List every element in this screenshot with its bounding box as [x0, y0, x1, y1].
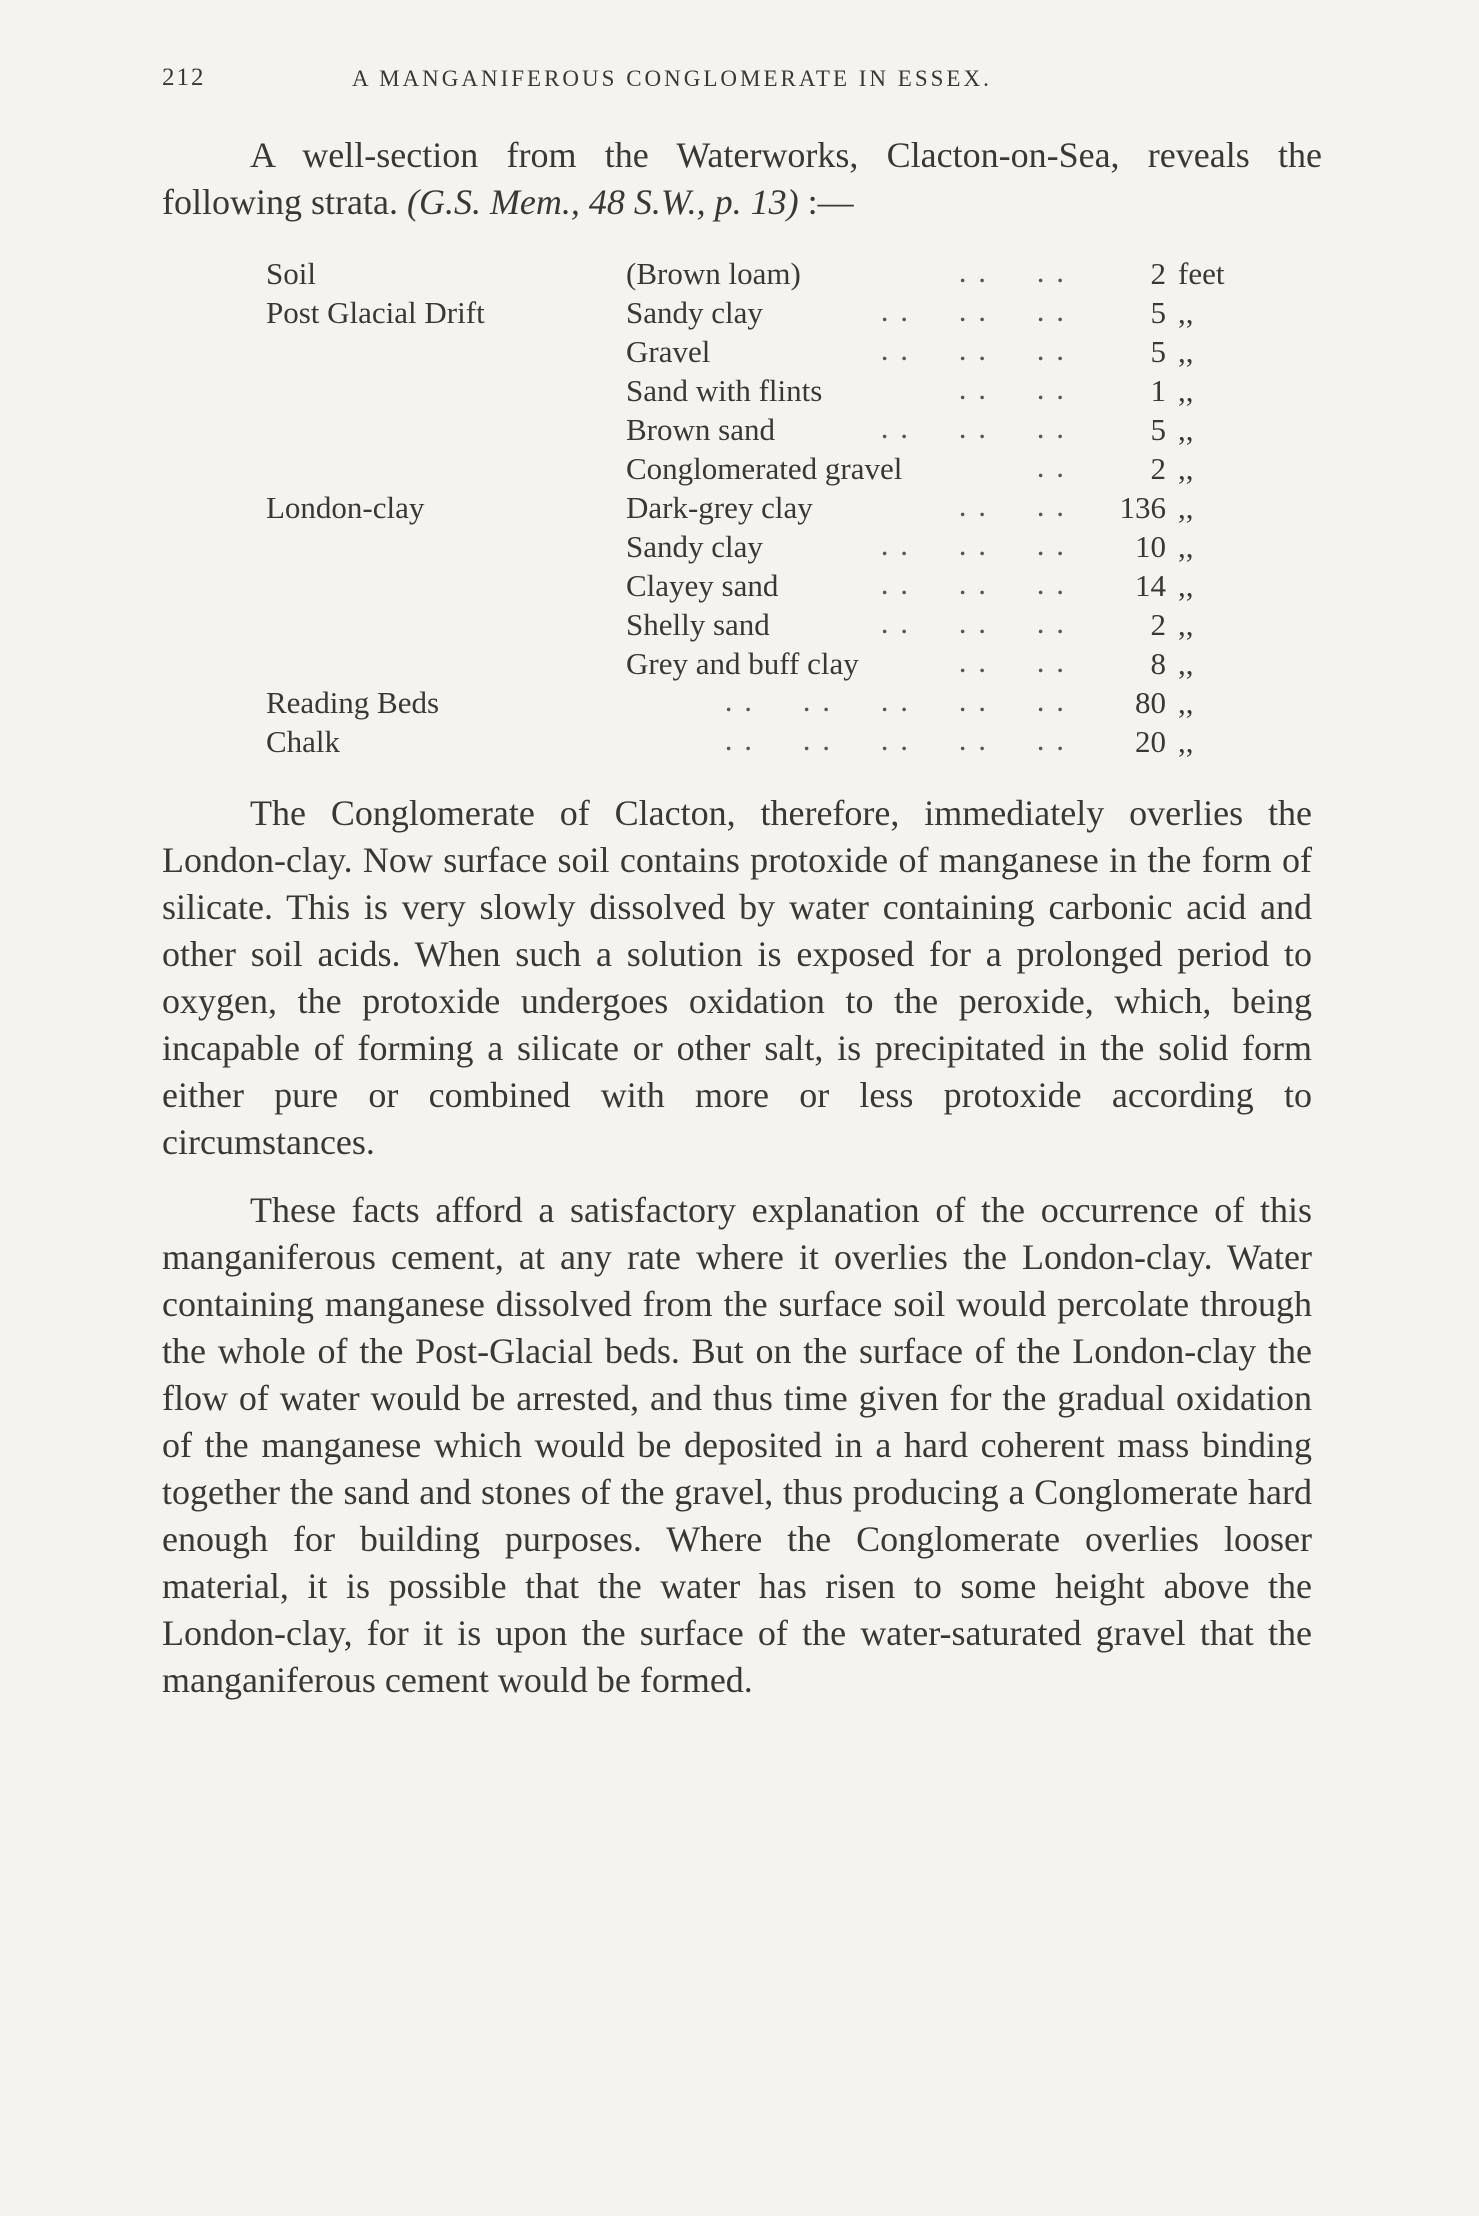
strata-thickness: 5 — [1150, 295, 1166, 330]
strata-table — [266, 256, 1266, 763]
dot-leader: . . . . — [958, 254, 1066, 289]
strata-row — [266, 646, 1266, 685]
strata-unit: ,, — [1178, 607, 1194, 642]
strata-bed: Clayey sand — [626, 568, 779, 603]
strata-unit: feet — [1178, 256, 1225, 291]
strata-bed: Sandy clay — [626, 295, 763, 330]
strata-row — [266, 607, 1266, 646]
running-header — [162, 64, 1312, 104]
strata-row — [266, 334, 1266, 373]
strata-unit: ,, — [1178, 295, 1194, 330]
strata-row — [266, 373, 1266, 412]
strata-thickness: 80 — [1135, 685, 1166, 720]
strata-group: Reading Beds — [266, 685, 440, 720]
strata-unit: ,, — [1178, 412, 1194, 447]
strata-thickness: 8 — [1150, 646, 1166, 681]
strata-group: Chalk — [266, 724, 341, 759]
strata-row — [266, 724, 1266, 763]
strata-unit: ,, — [1178, 490, 1194, 525]
strata-row — [266, 256, 1266, 295]
dot-leader: . . . . . . — [880, 566, 1066, 601]
dot-leader: . . . . — [958, 488, 1066, 523]
intro-text: A well-section from the Waterworks, Clacton-on-Sea, reveals the following strata. — [162, 135, 1322, 222]
body-text — [162, 790, 1312, 1725]
strata-row — [266, 412, 1266, 451]
strata-bed: Grey and buff clay — [626, 646, 859, 681]
strata-row — [266, 295, 1266, 334]
strata-thickness: 2 — [1150, 607, 1166, 642]
strata-row — [266, 529, 1266, 568]
paragraph-text: These facts afford a satisfactory explanation of the occurrence of this manganiferous cement, at any rate where it overlies the London-clay. Water containing manganese dissolved from the surface soil would percolate through the whole of the Post-Glacial beds. But on the surface of the London-clay the flow of water would be arrested, and thus time given for the gradual oxidation of the manganese which would be deposited in a hard coherent mass binding together the sand and stones of the gravel, thus producing a Conglomerate hard enough for building purposes. Where the Conglomerate overlies looser material, it is possible that the water has risen to some height above the London-clay, for it is upon the surface of the water-saturated gravel that the manganiferous cement would be formed. — [162, 1190, 1312, 1700]
strata-bed: Shelly sand — [626, 607, 770, 642]
strata-row — [266, 451, 1266, 490]
strata-unit: ,, — [1178, 724, 1194, 759]
strata-thickness: 5 — [1150, 412, 1166, 447]
dot-leader: . . . . . . . . . . — [724, 683, 1066, 718]
strata-thickness: 1 — [1150, 373, 1166, 408]
page-number: 212 — [162, 64, 206, 91]
strata-thickness: 136 — [1119, 490, 1166, 525]
strata-unit: ,, — [1178, 334, 1194, 369]
strata-thickness: 10 — [1135, 529, 1166, 564]
dot-leader: . . . . . . — [880, 527, 1066, 562]
running-title: A MANGANIFEROUS CONGLOMERATE IN ESSEX. — [352, 66, 992, 91]
strata-group: London-clay — [266, 490, 425, 525]
strata-row — [266, 490, 1266, 529]
strata-unit: ,, — [1178, 529, 1194, 564]
body-paragraph — [162, 1187, 1312, 1704]
strata-bed: Gravel — [626, 334, 711, 369]
strata-bed: (Brown loam) — [626, 256, 801, 291]
strata-thickness: 5 — [1150, 334, 1166, 369]
strata-group: Soil — [266, 256, 316, 291]
paragraph-text: The Conglomerate of Clacton, therefore, immediately overlies the London-clay. Now surface soil contains protoxide of manganese in the form of silicate. This is very slowly dissolved by water containing carbonic acid and other soil acids. When such a solution is exposed for a prolonged period to oxygen, the protoxide undergoes oxidation to the peroxide, which, being incapable of forming a silicate or other salt, is precipitated in the solid form either pure or combined with more or less protoxide according to circumstances. — [162, 793, 1312, 1162]
strata-unit: ,, — [1178, 646, 1194, 681]
body-paragraph — [162, 790, 1312, 1166]
dot-leader: . . . . . . — [880, 332, 1066, 367]
dot-leader: . . . . — [958, 644, 1066, 679]
strata-row — [266, 685, 1266, 724]
dot-leader: . . — [1036, 449, 1066, 484]
strata-thickness: 2 — [1150, 451, 1166, 486]
intro-paragraph — [162, 132, 1322, 226]
strata-bed: Brown sand — [626, 412, 775, 447]
dot-leader: . . . . . . — [880, 293, 1066, 328]
strata-thickness: 14 — [1135, 568, 1166, 603]
strata-row — [266, 568, 1266, 607]
strata-bed: Dark-grey clay — [626, 490, 813, 525]
strata-bed: Sand with flints — [626, 373, 823, 408]
strata-thickness: 2 — [1150, 256, 1166, 291]
strata-group: Post Glacial Drift — [266, 295, 485, 330]
dot-leader: . . . . — [958, 371, 1066, 406]
strata-unit: ,, — [1178, 685, 1194, 720]
strata-unit: ,, — [1178, 373, 1194, 408]
strata-bed: Sandy clay — [626, 529, 763, 564]
strata-thickness: 20 — [1135, 724, 1166, 759]
memoir-reference: (G.S. Mem., 48 S.W., p. 13) — [406, 182, 799, 222]
dot-leader: . . . . . . — [880, 605, 1066, 640]
strata-unit: ,, — [1178, 451, 1194, 486]
dot-leader: . . . . . . — [880, 410, 1066, 445]
intro-colon: :— — [798, 182, 854, 222]
strata-bed: Conglomerated gravel — [626, 451, 903, 486]
strata-unit: ,, — [1178, 568, 1194, 603]
dot-leader: . . . . . . . . . . — [724, 722, 1066, 757]
